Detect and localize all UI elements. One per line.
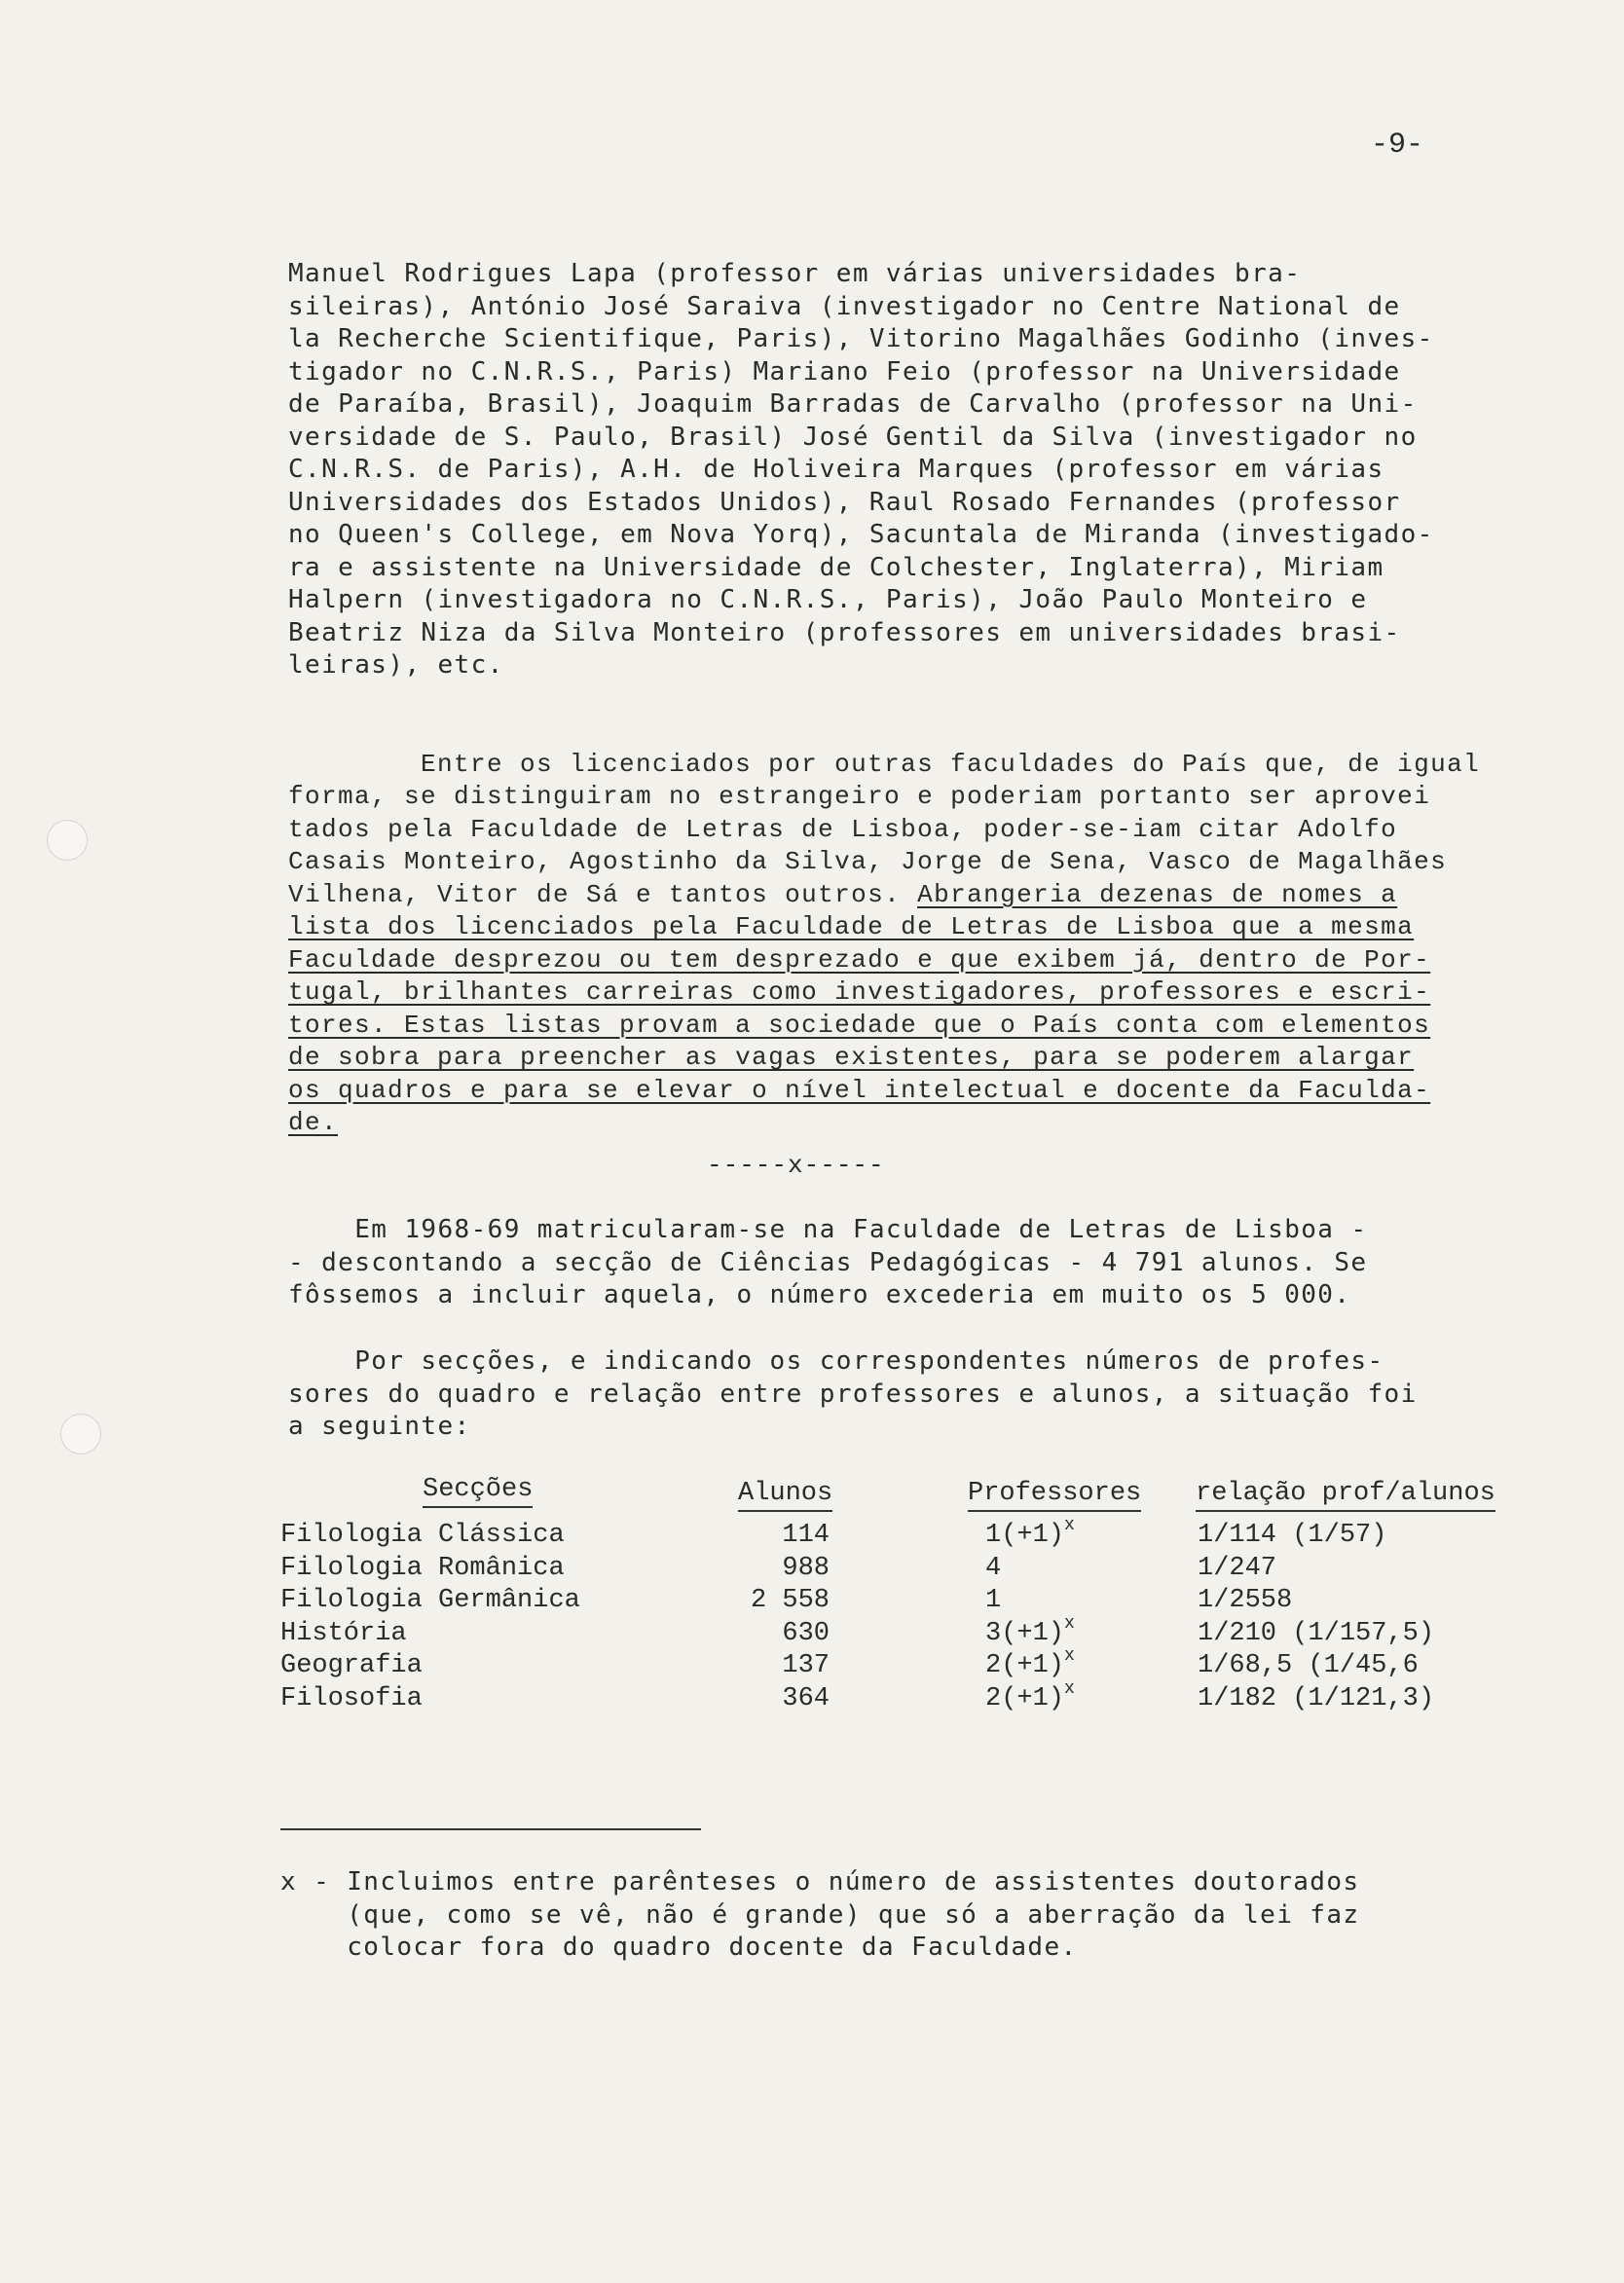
text-line: Entre os licenciados por outras faculdades do País que, de igual	[354, 749, 1481, 779]
section-separator: -----x-----	[707, 1151, 885, 1180]
text-line: la Recherche Scientifique, Paris), Vitorino Magalhães Godinho (inves-	[288, 324, 1434, 353]
text-line: Halpern (investigadora no C.N.R.S., Paris), João Paulo Monteiro e	[288, 585, 1368, 614]
table-cell-professores: $3(+1)^x$	[985, 1613, 1075, 1648]
table-cell-alunos: 630	[782, 1618, 830, 1648]
text-line: de Paraíba, Brasil), Joaquim Barradas de Carvalho (professor na Uni-	[288, 389, 1418, 419]
footnote-line: x - Incluimos entre parênteses o número de assistentes doutorados	[280, 1867, 1360, 1896]
punch-hole-top	[47, 820, 88, 861]
table-cell-professores: $2(+1)^x$	[985, 1678, 1075, 1713]
table-cell-relacao: 1/247	[1198, 1553, 1277, 1583]
text-line: ra e assistente na Universidade de Colchester, Inglaterra), Miriam	[288, 552, 1384, 582]
table-cell-professores: $1(+1)^x$	[985, 1516, 1075, 1550]
table-cell-professores: 4	[985, 1553, 1002, 1583]
table-cell-seccao: Filologia Românica	[280, 1553, 565, 1583]
text-line: Vilhena, Vitor de Sá e tantos outros.	[288, 879, 918, 909]
underlined-text-line: Abrangeria dezenas de nomes a	[917, 879, 1398, 909]
text-line: C.N.R.S. de Paris), A.H. de Holiveira Marques (professor em várias	[288, 455, 1384, 484]
text-line: no Queen's College, em Nova Yorq), Sacuntala de Miranda (investigado-	[288, 520, 1434, 549]
text-line: - descontando a secção de Ciências Pedagógicas - 4 791 alunos. Se	[288, 1247, 1368, 1277]
underlined-text-line: tugal, brilhantes carreiras como investigadores, professores e escri-	[288, 977, 1431, 1007]
table-cell-relacao: 1/2558	[1198, 1586, 1293, 1615]
footnote	[280, 1866, 1458, 1965]
table-header-relacao: relação prof/alunos	[1196, 1479, 1495, 1512]
text-line: Em 1968-69 matricularam-se na Faculdade de Letras de Lisboa -	[288, 1215, 1368, 1244]
underlined-text-line: Faculdade desprezou ou tem desprezado e que exibem já, dentro de Por-	[288, 944, 1431, 975]
underlined-text-line: de.	[288, 1108, 339, 1137]
footnote-marker: x	[1064, 1613, 1075, 1634]
text-line: Manuel Rodrigues Lapa (professor em várias universidades bra-	[288, 259, 1302, 288]
text-line: tigador no C.N.R.S., Paris) Mariano Feio (professor na Universidade	[288, 356, 1401, 387]
underlined-text-line: de sobra para preencher as vagas existentes, para se poderem alargar	[288, 1043, 1415, 1072]
table-cell-seccao: História	[280, 1618, 407, 1648]
table-cell-alunos: 364	[782, 1683, 830, 1713]
footnote-marker: x	[1064, 1678, 1075, 1699]
table-cell-seccao: Filologia Germânica	[280, 1586, 580, 1615]
paragraph-scholars-list	[288, 258, 1466, 682]
page-number: -9-	[1371, 129, 1424, 162]
text-line: sores do quadro e relação entre professores e alunos, a situação foi	[288, 1379, 1418, 1409]
table-cell-professores: $2(+1)^x$	[985, 1646, 1075, 1680]
footnote-line: (que, como se vê, não é grande) que só a aberração da lei faz	[280, 1899, 1360, 1930]
table-cell-seccao: Filologia Clássica	[280, 1521, 565, 1550]
text-line: Por secções, e indicando os correspondentes números de profes-	[288, 1346, 1384, 1376]
punch-hole-bottom	[60, 1414, 101, 1454]
table-header-alunos: Alunos	[738, 1479, 832, 1512]
paragraph-enrollment	[288, 1214, 1466, 1312]
text-line: Beatriz Niza da Silva Monteiro (professores em universidades brasi-	[288, 617, 1401, 647]
paragraph-sections-intro	[288, 1345, 1466, 1444]
table-cell-seccao: Geografia	[280, 1651, 423, 1680]
table-cell-alunos: 2 558	[750, 1586, 830, 1615]
table-cell-alunos: 114	[782, 1521, 830, 1550]
text-line: sileiras), António José Saraiva (investigador no Centre National de	[288, 291, 1401, 321]
footnote-marker: x	[1064, 1516, 1075, 1535]
table-cell-alunos: 137	[782, 1651, 830, 1680]
paragraph-other-graduates	[288, 716, 1481, 1172]
text-line: versidade de S. Paulo, Brasil) José Gentil da Silva (investigador no	[288, 422, 1418, 452]
table-cell-relacao: 1/114 (1/57)	[1198, 1521, 1387, 1550]
table-cell-relacao: 1/210 (1/157,5)	[1198, 1618, 1435, 1648]
underlined-text-line: tores. Estas listas provam a sociedade que o País conta com elementos	[288, 1010, 1431, 1040]
footnote-rule	[280, 1828, 701, 1830]
table-cell-relacao: 1/68,5 (1/45,6	[1198, 1651, 1419, 1680]
underlined-text-line: lista dos licenciados pela Faculdade de Letras de Lisboa que a mesma	[288, 912, 1415, 941]
text-line: forma, se distinguiram no estrangeiro e poderiam portanto ser aprovei	[288, 782, 1431, 811]
text-line: a seguinte:	[288, 1412, 471, 1441]
footnote-marker: x	[1064, 1646, 1075, 1666]
text-line: tados pela Faculdade de Letras de Lisboa, poder-se-iam citar Adolfo	[288, 814, 1398, 844]
underlined-text-line: os quadros e para se elevar o nível intelectual e docente da Faculda-	[288, 1075, 1431, 1105]
text-line: Universidades dos Estados Unidos), Raul Rosado Fernandes (professor	[288, 487, 1401, 517]
table-cell-professores: 1	[985, 1586, 1002, 1615]
table-header-seccoes: Secções	[423, 1475, 533, 1508]
table-cell-alunos: 988	[782, 1553, 830, 1583]
footnote-line: colocar fora do quadro docente da Faculdade.	[280, 1933, 1078, 1962]
text-line: fôssemos a incluir aquela, o número excederia em muito os 5 000.	[288, 1280, 1351, 1309]
table-cell-seccao: Filosofia	[280, 1683, 423, 1713]
table-header-professores: Professores	[968, 1479, 1141, 1512]
text-line: leiras), etc.	[288, 650, 504, 680]
text-line: Casais Monteiro, Agostinho da Silva, Jorge de Sena, Vasco de Magalhães	[288, 847, 1448, 876]
table-cell-relacao: 1/182 (1/121,3)	[1198, 1683, 1435, 1713]
